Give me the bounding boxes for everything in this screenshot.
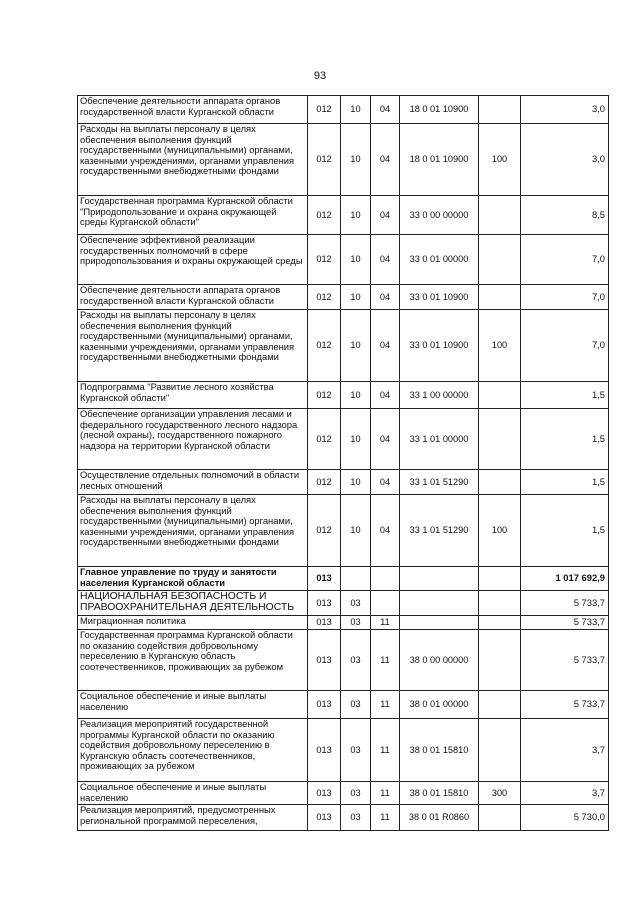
expense-type-code: [479, 691, 521, 719]
table-row: [78, 285, 609, 310]
expense-type-code: [479, 616, 521, 630]
row-name: Расходы на выплаты персоналу в целях обеспечения выполнения функций государственными (муниципальными) органами, казенными учреждениями, органами управления государственными внебюджетными фондами: [78, 310, 308, 382]
expense-type-code: [479, 235, 521, 285]
expense-type-code: 100: [479, 124, 521, 196]
expense-type-code: 300: [479, 782, 521, 805]
section-code: 10: [341, 382, 371, 409]
ministry-code: 013: [308, 691, 341, 719]
row-name: Обеспечение эффективной реализации государственных полномочий в сфере природопользования и охраны окружающей среды: [78, 235, 308, 285]
ministry-code: 013: [308, 591, 341, 616]
section-code: 03: [341, 805, 371, 831]
table-row: [78, 470, 609, 495]
subsection-code: 04: [371, 470, 400, 495]
expense-type-code: [479, 470, 521, 495]
ministry-code: 012: [308, 310, 341, 382]
ministry-code: 012: [308, 196, 341, 235]
subsection-code: 11: [371, 805, 400, 831]
subsection-code: 04: [371, 124, 400, 196]
row-name: Расходы на выплаты персоналу в целях обеспечения выполнения функций государственными (муниципальными) органами, казенными учреждениями, органами управления государственными внебюджетными фондами: [78, 124, 308, 196]
table-row: [78, 409, 609, 470]
expense-type-code: [479, 630, 521, 691]
subsection-code: 04: [371, 495, 400, 567]
target-article-code: 38 0 01 15810: [400, 719, 479, 782]
target-article-code: [400, 567, 479, 591]
section-code: 03: [341, 616, 371, 630]
table-row: [78, 805, 609, 831]
section-code: 10: [341, 495, 371, 567]
subsection-code: 04: [371, 382, 400, 409]
amount: 3,0: [521, 124, 609, 196]
amount: 3,7: [521, 782, 609, 805]
subsection-code: 04: [371, 96, 400, 124]
table-row: [78, 235, 609, 285]
target-article-code: 38 0 01 15810: [400, 782, 479, 805]
table-row: [78, 310, 609, 382]
row-name: Главное управление по труду и занятости населения Курганской области: [78, 567, 308, 591]
section-code: 03: [341, 591, 371, 616]
expense-type-code: [479, 196, 521, 235]
amount: 5 733,7: [521, 691, 609, 719]
ministry-code: 012: [308, 470, 341, 495]
row-name: Миграционная политика: [78, 616, 308, 630]
amount: 3,0: [521, 96, 609, 124]
section-code: 03: [341, 782, 371, 805]
table-row: [78, 782, 609, 805]
target-article-code: [400, 616, 479, 630]
table-row: [78, 719, 609, 782]
row-name: Социальное обеспечение и иные выплаты населению: [78, 782, 308, 805]
target-article-code: [400, 591, 479, 616]
target-article-code: 33 0 01 00000: [400, 235, 479, 285]
budget-table-body: [78, 96, 609, 831]
ministry-code: 012: [308, 285, 341, 310]
subsection-code: 04: [371, 235, 400, 285]
section-code: 03: [341, 691, 371, 719]
ministry-code: 013: [308, 616, 341, 630]
section-code: [341, 567, 371, 591]
section-code: 10: [341, 285, 371, 310]
ministry-code: 013: [308, 805, 341, 831]
target-article-code: 38 0 01 00000: [400, 691, 479, 719]
expense-type-code: [479, 96, 521, 124]
target-article-code: 33 1 01 51290: [400, 495, 479, 567]
amount: 3,7: [521, 719, 609, 782]
subsection-code: 04: [371, 285, 400, 310]
row-name: Реализация мероприятий государственной программы Курганской области по оказанию содействия добровольному переселению в Курганскую область соотечественников, проживающих за рубежом: [78, 719, 308, 782]
expense-type-code: 100: [479, 495, 521, 567]
section-code: 10: [341, 124, 371, 196]
expense-type-code: [479, 719, 521, 782]
expense-type-code: 100: [479, 310, 521, 382]
ministry-code: 012: [308, 124, 341, 196]
amount: 5 733,7: [521, 616, 609, 630]
subsection-code: [371, 567, 400, 591]
section-code: 10: [341, 96, 371, 124]
target-article-code: 38 0 01 R0860: [400, 805, 479, 831]
expense-type-code: [479, 805, 521, 831]
row-name: Государственная программа Курганской области по оказанию содействия добровольному переселению в Курганскую область соотечественников, проживающих за рубежом: [78, 630, 308, 691]
target-article-code: 18 0 01 10900: [400, 124, 479, 196]
expense-type-code: [479, 382, 521, 409]
ministry-code: 013: [308, 782, 341, 805]
target-article-code: 33 0 01 10900: [400, 310, 479, 382]
row-name: Расходы на выплаты персоналу в целях обеспечения выполнения функций государственными (муниципальными) органами, казенными учреждениями, органами управления государственными внебюджетными фондами: [78, 495, 308, 567]
target-article-code: 18 0 01 10900: [400, 96, 479, 124]
target-article-code: 33 0 00 00000: [400, 196, 479, 235]
amount: 7,0: [521, 235, 609, 285]
section-code: 10: [341, 196, 371, 235]
target-article-code: 33 1 01 00000: [400, 409, 479, 470]
ministry-code: 013: [308, 630, 341, 691]
amount: 1,5: [521, 495, 609, 567]
table-row: [78, 382, 609, 409]
amount: 1,5: [521, 382, 609, 409]
row-name: Государственная программа Курганской области "Природопользование и охрана окружающей среды Курганской области": [78, 196, 308, 235]
row-name: Осуществление отдельных полномочий в области лесных отношений: [78, 470, 308, 495]
subsection-code: 11: [371, 691, 400, 719]
amount: 5 733,7: [521, 630, 609, 691]
page-number: 93: [313, 70, 327, 82]
subsection-code: [371, 591, 400, 616]
budget-table: [77, 95, 609, 831]
subsection-code: 04: [371, 196, 400, 235]
amount: 7,0: [521, 285, 609, 310]
target-article-code: 33 1 01 51290: [400, 470, 479, 495]
ministry-code: 013: [308, 567, 341, 591]
subsection-code: 11: [371, 719, 400, 782]
subsection-code: 11: [371, 616, 400, 630]
target-article-code: 33 0 01 10900: [400, 285, 479, 310]
ministry-code: 013: [308, 719, 341, 782]
amount: 5 730,0: [521, 805, 609, 831]
row-name: Подпрограмма "Развитие лесного хозяйства Курганской области": [78, 382, 308, 409]
expense-type-code: [479, 591, 521, 616]
amount: 1,5: [521, 470, 609, 495]
ministry-code: 012: [308, 382, 341, 409]
table-row: [78, 196, 609, 235]
table-row: [78, 691, 609, 719]
amount: 1,5: [521, 409, 609, 470]
row-name: НАЦИОНАЛЬНАЯ БЕЗОПАСНОСТЬ И ПРАВООХРАНИТЕЛЬНАЯ ДЕЯТЕЛЬНОСТЬ: [78, 591, 308, 616]
section-code: 03: [341, 630, 371, 691]
ministry-code: 012: [308, 235, 341, 285]
section-code: 03: [341, 719, 371, 782]
table-row: [78, 495, 609, 567]
ministry-code: 012: [308, 96, 341, 124]
subsection-code: 11: [371, 782, 400, 805]
section-code: 10: [341, 310, 371, 382]
expense-type-code: [479, 409, 521, 470]
table-row: [78, 630, 609, 691]
table-row: [78, 591, 609, 616]
subsection-code: 11: [371, 630, 400, 691]
table-row: [78, 96, 609, 124]
amount: 7,0: [521, 310, 609, 382]
expense-type-code: [479, 567, 521, 591]
ministry-code: 012: [308, 409, 341, 470]
table-row: [78, 616, 609, 630]
target-article-code: 33 1 00 00000: [400, 382, 479, 409]
section-code: 10: [341, 470, 371, 495]
row-name: Обеспечение организации управления лесами и федерального государственного лесного надзора (лесной охраны), государственного пожарного надзора на территории Курганской области: [78, 409, 308, 470]
ministry-code: 012: [308, 495, 341, 567]
table-row: [78, 567, 609, 591]
expense-type-code: [479, 285, 521, 310]
table-row: [78, 124, 609, 196]
subsection-code: 04: [371, 310, 400, 382]
row-name: Реализация мероприятий, предусмотренных региональной программой переселения,: [78, 805, 308, 831]
section-code: 10: [341, 409, 371, 470]
section-code: 10: [341, 235, 371, 285]
subsection-code: 04: [371, 409, 400, 470]
amount: 8,5: [521, 196, 609, 235]
amount: 1 017 692,9: [521, 567, 609, 591]
row-name: Социальное обеспечение и иные выплаты населению: [78, 691, 308, 719]
target-article-code: 38 0 00 00000: [400, 630, 479, 691]
row-name: Обеспечение деятельности аппарата органов государственной власти Курганской области: [78, 96, 308, 124]
amount: 5 733,7: [521, 591, 609, 616]
row-name: Обеспечение деятельности аппарата органов государственной власти Курганской области: [78, 285, 308, 310]
